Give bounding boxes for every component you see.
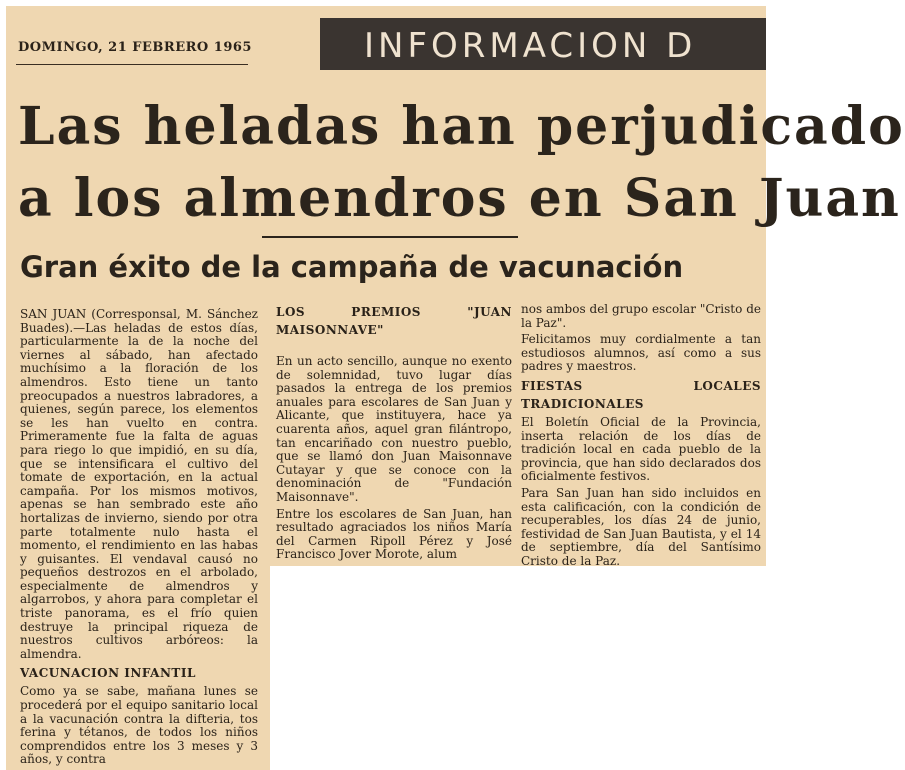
article-paragraph: SAN JUAN (Corresponsal, M. Sánchez Buades).—Las heladas de estos días, particularmente la de la noche del viernes al sábado, han afectado muchísimo a la floración de los almendros. Esto tiene un tanto preocupados a nuestros labradores, a quienes, según parece, los elementos se les han vuelto en contra. Primeramente fue la falta de aguas para riego lo que impidió, en su día, que se intensificara el cultivo del tomate de exportación, en la actual campaña. Por los mismos motivos, apenas se han sembrado este año hortalizas de invierno, siendo por otra parte totalmente nulo hasta el momento, el rendimiento en las habas y guisantes. El vendaval causó no pequeños destrozos en el arbolado, especialmente de almendros y algarrobos, y ahora para completar el triste panorama, es el frío quien destruye la principal riqueza de nuestros cultivos arbóreos: la almendra.: [20, 307, 258, 661]
article-column-3: [521, 303, 761, 569]
article-paragraph: El Boletín Oficial de la Provincia, inserta relación de los días de tradición local en cada pueblo de la provincia, que han sido declarados dos oficialmente festivos.: [521, 414, 761, 484]
headline-line-2: a los almendros en San Juan: [18, 168, 901, 229]
section-title: VACUNACION INFANTIL: [20, 666, 196, 681]
article-column-1: [20, 308, 258, 767]
article-paragraph: En un acto sencillo, aunque no exento de solemnidad, tuvo lugar días pasados la entrega de los premios anuales para escolares de San Juan y Alicante, que instituyera, hace ya cuarenta años, aquel gran filántropo, tan encariñado con nuestro pueblo, que se llamó don Juan Maisonnave Cutayar y que se conoce con la denominación de "Fundación Maisonnave".: [276, 354, 512, 504]
headline-rule: [262, 236, 518, 238]
subheadline: Gran éxito de la campaña de vacunación: [20, 250, 684, 284]
article-paragraph: Entre los escolares de San Juan, han resultado agraciados los niños María del Carmen Ripoll Pérez y José Francisco Jover Morote, alum: [276, 506, 512, 562]
dateline: DOMINGO, 21 FEBRERO 1965: [18, 40, 252, 55]
section-banner: [320, 18, 766, 70]
section-title: FIESTAS LOCALES TRADICIONALES: [521, 378, 761, 411]
dateline-rule: [16, 64, 248, 65]
section-title: LOS PREMIOS "JUAN MAISONNAVE": [276, 305, 512, 337]
section-banner-text: INFORMACION D: [364, 26, 697, 66]
headline-line-1: Las heladas han perjudicado: [18, 96, 905, 157]
article-paragraph: nos ambos del grupo escolar "Cristo de la Paz".: [521, 302, 761, 330]
article-column-2: [276, 303, 512, 562]
article-paragraph: Como ya se sabe, mañana lunes se procederá por el equipo sanitario local a la vacunación contra la difteria, tos ferina y tétanos, de todos los niños comprendidos entre los 3 meses y 3 años, y contra: [20, 684, 258, 767]
article-paragraph: Para San Juan han sido incluidos en esta calificación, con la condición de recuperables, los días 24 de junio, festividad de San Juan Bautista, y el 14 de septiembre, día del Santísimo Cristo de la Paz.: [521, 485, 761, 568]
article-paragraph: Felicitamos muy cordialmente a tan estudiosos alumnos, así como a sus padres y maestros.: [521, 332, 761, 374]
